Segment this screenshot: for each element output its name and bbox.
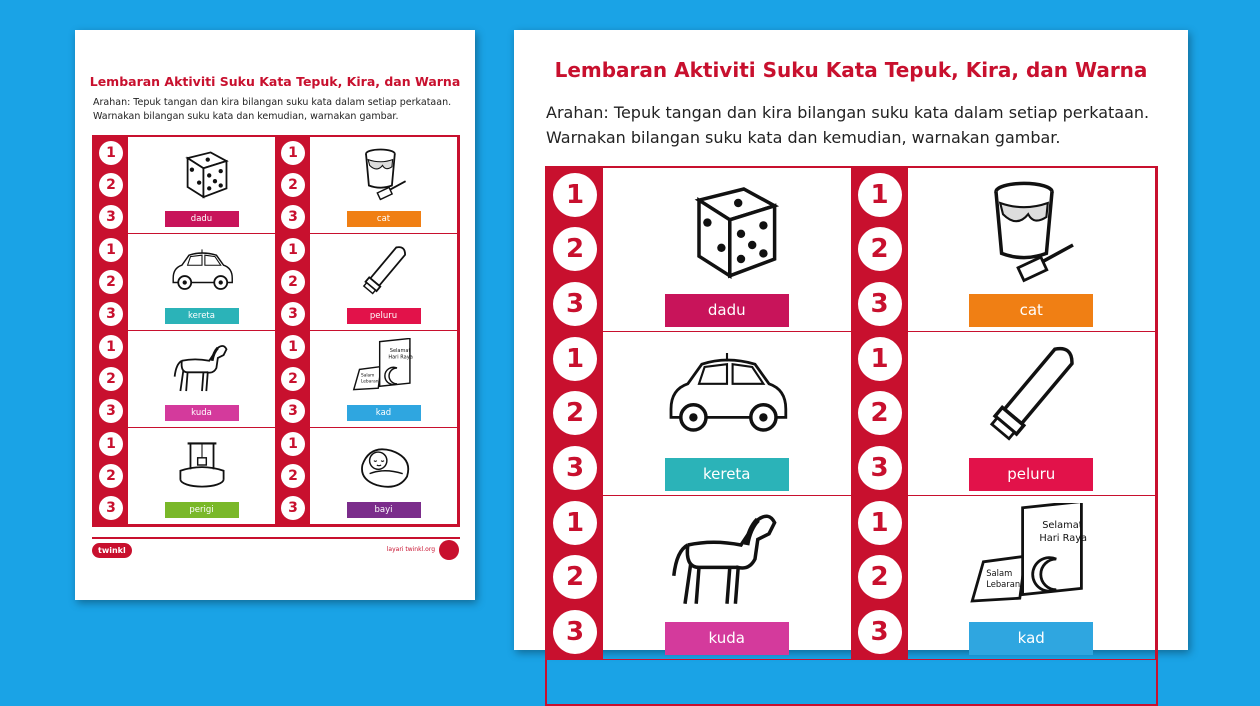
svg-text:Hari Raya: Hari Raya	[1039, 532, 1088, 544]
word-label: dadu	[665, 294, 789, 327]
syllable-number-column	[547, 168, 603, 331]
car-icon	[166, 234, 238, 308]
card-icon	[348, 331, 420, 405]
syllable-count-circle-1[interactable]: 1	[858, 337, 902, 381]
word-cell-cat	[852, 168, 1157, 332]
syllable-count-circle-2[interactable]: 2	[281, 367, 305, 391]
picture-area	[128, 234, 275, 330]
syllable-number-column	[276, 234, 310, 330]
picture-area	[128, 428, 275, 524]
picture-area	[310, 137, 457, 233]
dice-icon	[166, 137, 238, 211]
instruction-line-2: Warnakan bilangan suku kata dan kemudian, warnakan gambar.	[546, 128, 1061, 147]
syllable-number-column	[852, 496, 908, 659]
syllable-count-circle-3[interactable]: 3	[858, 282, 902, 326]
syllable-number-column	[547, 332, 603, 495]
bullet-icon	[348, 234, 420, 308]
word-label: peluru	[347, 308, 421, 324]
picture-area	[908, 496, 1156, 659]
syllable-number-column	[547, 496, 603, 659]
picture-area	[908, 332, 1156, 495]
word-label: peluru	[969, 458, 1093, 491]
syllable-count-circle-1[interactable]: 1	[281, 238, 305, 262]
word-cell-kereta	[547, 332, 852, 496]
word-label: kereta	[665, 458, 789, 491]
syllable-count-circle-2[interactable]: 2	[281, 464, 305, 488]
syllable-count-circle-1[interactable]: 1	[99, 238, 123, 262]
svg-text:Lebaran: Lebaran	[360, 379, 378, 385]
picture-area	[603, 496, 851, 659]
syllable-count-circle-1[interactable]: 1	[553, 337, 597, 381]
syllable-number-column	[94, 137, 128, 233]
syllable-count-circle-3[interactable]: 3	[858, 610, 902, 654]
syllable-count-circle-1[interactable]: 1	[99, 432, 123, 456]
word-label: perigi	[165, 502, 239, 518]
worksheet-title: Lembaran Aktiviti Suku Kata Tepuk, Kira, dan Warna	[89, 74, 461, 89]
word-cell-dadu	[547, 168, 852, 332]
card-icon	[961, 496, 1101, 622]
syllable-count-circle-1[interactable]: 1	[99, 141, 123, 165]
syllable-count-circle-1[interactable]: 1	[553, 173, 597, 217]
instruction-line-2: Warnakan bilangan suku kata dan kemudian, warnakan gambar.	[93, 111, 399, 122]
syllable-count-circle-3[interactable]: 3	[553, 282, 597, 326]
footer-link: layari twinkl.org	[386, 546, 435, 553]
footer-badge-icon	[439, 540, 459, 560]
syllable-number-column	[276, 331, 310, 427]
worksheet-zoomed	[514, 30, 1188, 650]
paint-can-icon	[961, 168, 1101, 294]
syllable-count-circle-3[interactable]: 3	[281, 399, 305, 423]
footer-divider	[92, 537, 460, 539]
word-label: cat	[347, 211, 421, 227]
car-icon	[657, 332, 797, 458]
syllable-count-circle-2[interactable]: 2	[99, 270, 123, 294]
syllable-number-column	[852, 332, 908, 495]
word-label: dadu	[165, 211, 239, 227]
syllable-count-circle-3[interactable]: 3	[281, 205, 305, 229]
well-icon	[166, 428, 238, 502]
picture-area	[908, 168, 1156, 331]
bullet-icon	[961, 332, 1101, 458]
syllable-count-circle-1[interactable]: 1	[99, 335, 123, 359]
horse-icon	[166, 331, 238, 405]
word-cell-dadu	[94, 137, 276, 234]
picture-area	[310, 234, 457, 330]
syllable-count-circle-2[interactable]: 2	[99, 367, 123, 391]
word-label: kuda	[665, 622, 789, 655]
syllable-count-circle-1[interactable]: 1	[281, 335, 305, 359]
syllable-number-column	[852, 168, 908, 331]
word-label: kad	[347, 405, 421, 421]
word-cell-kuda	[547, 496, 852, 660]
syllable-count-circle-2[interactable]: 2	[99, 173, 123, 197]
syllable-number-column	[94, 428, 128, 524]
syllable-count-circle-1[interactable]: 1	[553, 501, 597, 545]
syllable-count-circle-3[interactable]: 3	[99, 302, 123, 326]
syllable-count-circle-1[interactable]: 1	[858, 501, 902, 545]
worksheet-instructions	[546, 100, 1176, 150]
instruction-line-1: Arahan: Tepuk tangan dan kira bilangan suku kata dalam setiap perkataan.	[93, 97, 452, 108]
syllable-count-circle-2[interactable]: 2	[281, 270, 305, 294]
syllable-grid	[545, 166, 1158, 706]
word-cell-kereta	[94, 234, 276, 331]
syllable-count-circle-3[interactable]: 3	[858, 446, 902, 490]
syllable-count-circle-2[interactable]: 2	[99, 464, 123, 488]
svg-text:Selamat: Selamat	[389, 348, 410, 355]
picture-area	[310, 428, 457, 524]
syllable-count-circle-2[interactable]: 2	[553, 227, 597, 271]
worksheet-thumbnail	[75, 30, 475, 600]
twinkl-logo: twinkl	[92, 543, 132, 558]
word-label: kad	[969, 622, 1093, 655]
word-label: bayi	[347, 502, 421, 518]
baby-icon	[348, 428, 420, 502]
picture-area	[128, 137, 275, 233]
syllable-count-circle-1[interactable]: 1	[281, 141, 305, 165]
word-label: kereta	[165, 308, 239, 324]
dice-icon	[657, 168, 797, 294]
syllable-count-circle-2[interactable]: 2	[281, 173, 305, 197]
word-cell-peluru	[276, 234, 458, 331]
syllable-count-circle-1[interactable]: 1	[281, 432, 305, 456]
svg-text:Lebaran: Lebaran	[986, 579, 1021, 589]
worksheet-instructions	[93, 96, 463, 124]
picture-area	[128, 331, 275, 427]
syllable-count-circle-3[interactable]: 3	[99, 399, 123, 423]
syllable-count-circle-3[interactable]: 3	[281, 496, 305, 520]
picture-area	[603, 332, 851, 495]
word-cell-peluru	[852, 332, 1157, 496]
word-cell-kuda	[94, 331, 276, 428]
syllable-count-circle-3[interactable]: 3	[99, 496, 123, 520]
picture-area	[603, 168, 851, 331]
paint-can-icon	[348, 137, 420, 211]
syllable-number-column	[276, 428, 310, 524]
syllable-count-circle-3[interactable]: 3	[553, 446, 597, 490]
svg-text:Salam: Salam	[360, 373, 374, 379]
word-cell-bayi	[276, 428, 458, 525]
syllable-count-circle-3[interactable]: 3	[99, 205, 123, 229]
syllable-count-circle-2[interactable]: 2	[858, 555, 902, 599]
svg-text:Hari Raya: Hari Raya	[387, 354, 413, 361]
syllable-number-column	[276, 137, 310, 233]
worksheet-title: Lembaran Aktiviti Suku Kata Tepuk, Kira, dan Warna	[554, 58, 1148, 82]
syllable-count-circle-2[interactable]: 2	[553, 391, 597, 435]
picture-area	[310, 331, 457, 427]
syllable-number-column	[94, 234, 128, 330]
syllable-count-circle-2[interactable]: 2	[858, 391, 902, 435]
svg-text:Selamat: Selamat	[1042, 520, 1083, 532]
syllable-count-circle-3[interactable]: 3	[281, 302, 305, 326]
word-cell-kad	[852, 496, 1157, 660]
syllable-count-circle-2[interactable]: 2	[858, 227, 902, 271]
word-label: cat	[969, 294, 1093, 327]
svg-text:Salam: Salam	[986, 567, 1013, 578]
syllable-number-column	[94, 331, 128, 427]
word-cell-cat	[276, 137, 458, 234]
syllable-count-circle-2[interactable]: 2	[553, 555, 597, 599]
syllable-count-circle-3[interactable]: 3	[553, 610, 597, 654]
syllable-grid	[92, 135, 460, 527]
word-cell-kad	[276, 331, 458, 428]
word-cell-perigi	[94, 428, 276, 525]
horse-icon	[657, 496, 797, 622]
syllable-count-circle-1[interactable]: 1	[858, 173, 902, 217]
instruction-line-1: Arahan: Tepuk tangan dan kira bilangan suku kata dalam setiap perkataan.	[546, 103, 1150, 122]
word-label: kuda	[165, 405, 239, 421]
